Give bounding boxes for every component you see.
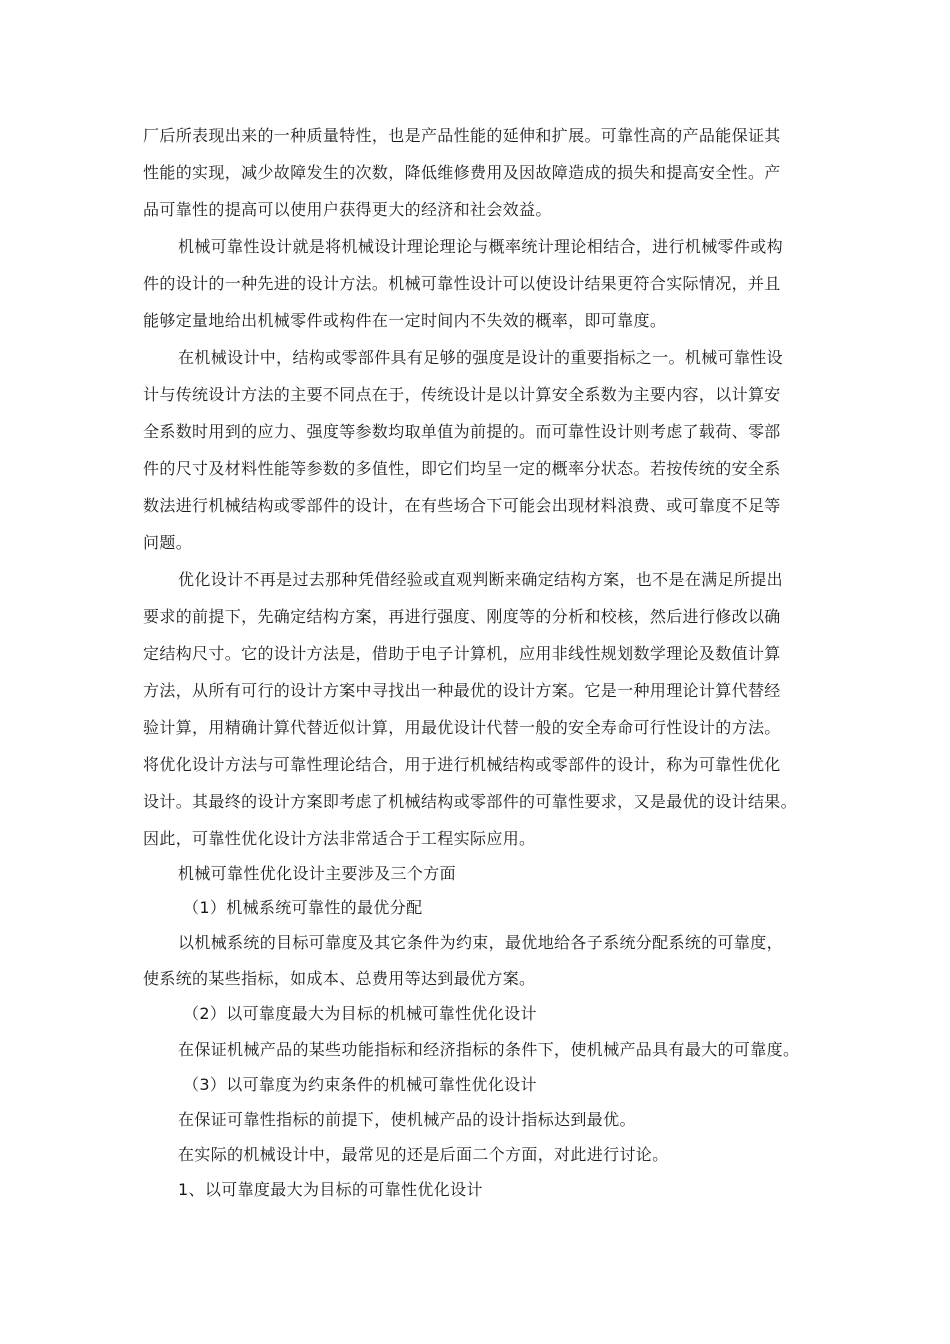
- text-line: 品可靠性的提高可以使用户获得更大的经济和社会效益。: [143, 200, 552, 219]
- text-line: 要求的前提下，先确定结构方案，再进行强度、刚度等的分析和校核，然后进行修改以确: [143, 607, 781, 626]
- text-line: 验计算，用精确计算代替近似计算，用最优设计代替一般的安全寿命可行性设计的方法。: [143, 718, 781, 737]
- text-line: 以机械系统的目标可靠度及其它条件为约束，最优地给各子系统分配系统的可靠度，: [178, 933, 783, 952]
- text-line: 数法进行机械结构或零部件的设计，在有些场合下可能会出现材料浪费、或可靠度不足等: [143, 496, 781, 515]
- text-line: 在保证机械产品的某些功能指标和经济指标的条件下，使机械产品具有最大的可靠度。: [178, 1040, 800, 1059]
- text-line: 性能的实现，减少故障发生的次数，降低维修费用及因故障造成的损失和提高安全性。产: [143, 163, 781, 182]
- text-line: 件的尺寸及材料性能等参数的多值性，即它们均呈一定的概率分状态。若按传统的安全系: [143, 459, 781, 478]
- text-line: 方法，从所有可行的设计方案中寻找出一种最优的设计方案。它是一种用理论计算代替经: [143, 681, 781, 700]
- text-line: 机械可靠性设计就是将机械设计理论理论与概率统计理论相结合，进行机械零件或构: [178, 237, 783, 256]
- text-line: 全系数时用到的应力、强度等参数均取单值为前提的。而可靠性设计则考虑了载荷、零部: [143, 422, 781, 441]
- text-line: 件的设计的一种先进的设计方法。机械可靠性设计可以使设计结果更符合实际情况，并且: [143, 274, 781, 293]
- text-line: 厂后所表现出来的一种质量特性，也是产品性能的延伸和扩展。可靠性高的产品能保证其: [143, 126, 781, 145]
- text-line: 定结构尺寸。它的设计方法是，借助于电子计算机，应用非线性规划数学理论及数值计算: [143, 644, 781, 663]
- text-line: （1）机械系统可靠性的最优分配: [183, 898, 423, 917]
- text-line: 1、以可靠度最大为目标的可靠性优化设计: [178, 1180, 483, 1199]
- text-line: （3）以可靠度为约束条件的机械可靠性优化设计: [183, 1075, 537, 1094]
- text-line: （2）以可靠度最大为目标的机械可靠性优化设计: [183, 1004, 537, 1023]
- text-line: 能够定量地给出机械零件或构件在一定时间内不失效的概率，即可靠度。: [143, 311, 667, 330]
- text-line: 将优化设计方法与可靠性理论结合，用于进行机械结构或零部件的设计，称为可靠性优化: [143, 755, 781, 774]
- text-line: 使系统的某些指标，如成本、总费用等达到最优方案。: [143, 969, 536, 988]
- text-line: 在机械设计中，结构或零部件具有足够的强度是设计的重要指标之一。机械可靠性设: [178, 348, 783, 367]
- text-line: 计与传统设计方法的主要不同点在于，传统设计是以计算安全系数为主要内容，以计算安: [143, 385, 781, 404]
- text-line: 优化设计不再是过去那种凭借经验或直观判断来确定结构方案，也不是在满足所提出: [178, 570, 783, 589]
- text-line: 问题。: [143, 533, 193, 552]
- text-line: 在实际的机械设计中，最常见的还是后面二个方面，对此进行讨论。: [178, 1145, 669, 1164]
- text-line: 设计。其最终的设计方案即考虑了机械结构或零部件的可靠性要求，又是最优的设计结果。: [143, 792, 798, 811]
- text-line: 因此，可靠性优化设计方法非常适合于工程实际应用。: [143, 829, 536, 848]
- text-line: 在保证可靠性指标的前提下，使机械产品的设计指标达到最优。: [178, 1110, 636, 1129]
- text-line: 机械可靠性优化设计主要涉及三个方面: [178, 864, 456, 883]
